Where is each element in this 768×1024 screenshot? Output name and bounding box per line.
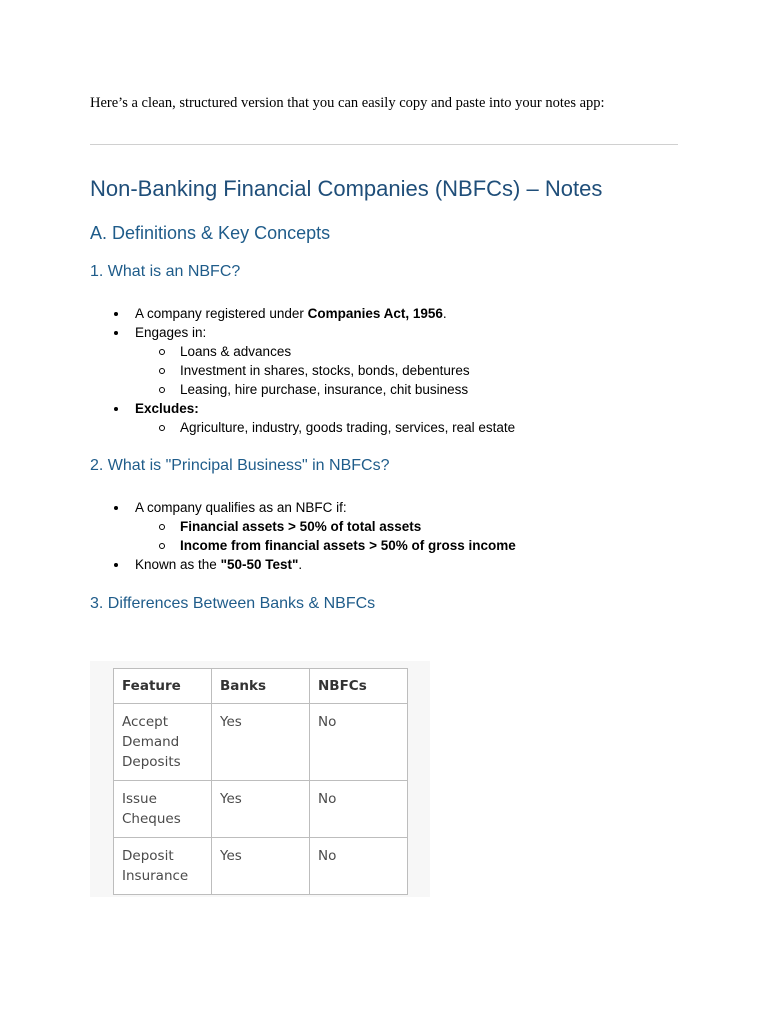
subheading-principal-business: 2. What is "Principal Business" in NBFCs? (90, 457, 390, 474)
comparison-table (113, 668, 408, 895)
column-header-nbfcs: NBFCs (310, 669, 408, 704)
table-cell: No (310, 704, 408, 781)
table-row (114, 781, 408, 838)
list-item: Engages in: (90, 323, 515, 342)
sub-list-item: Loans & advances (90, 342, 515, 361)
sub-list-item: Agriculture, industry, goods trading, services, real estate (90, 418, 515, 437)
sub-list-item: Income from financial assets > 50% of gross income (90, 536, 516, 555)
list-item: A company registered under Companies Act, 1956. (90, 304, 515, 323)
table-cell: Yes (212, 704, 310, 781)
list-item: A company qualifies as an NBFC if: (90, 498, 516, 517)
page-title: Non-Banking Financial Companies (NBFCs) – Notes (90, 176, 603, 201)
nbfc-definition-list (90, 304, 515, 437)
table-cell: No (310, 781, 408, 838)
section-heading-definitions: A. Definitions & Key Concepts (90, 223, 331, 243)
table-cell: Yes (212, 838, 310, 895)
column-header-banks: Banks (212, 669, 310, 704)
list-item: Excludes: (90, 399, 515, 418)
table-cell: Accept Demand Deposits (114, 704, 212, 781)
intro-text: Here’s a clean, structured version that you can easily copy and paste into your notes app: (90, 95, 605, 111)
comparison-table-image (90, 661, 430, 897)
table-cell: No (310, 838, 408, 895)
table-header-row (114, 669, 408, 704)
sub-list-item: Financial assets > 50% of total assets (90, 517, 516, 536)
table-cell: Deposit Insurance (114, 838, 212, 895)
list-item: Known as the "50-50 Test". (90, 555, 516, 574)
subheading-what-is-nbfc: 1. What is an NBFC? (90, 263, 241, 280)
horizontal-divider (90, 144, 678, 145)
table-cell: Yes (212, 781, 310, 838)
principal-business-list (90, 498, 516, 574)
table-cell: Issue Cheques (114, 781, 212, 838)
sub-list-item: Leasing, hire purchase, insurance, chit business (90, 380, 515, 399)
table-row (114, 838, 408, 895)
sub-list-item: Investment in shares, stocks, bonds, debentures (90, 361, 515, 380)
column-header-feature: Feature (114, 669, 212, 704)
table-row (114, 704, 408, 781)
subheading-differences: 3. Differences Between Banks & NBFCs (90, 595, 376, 612)
